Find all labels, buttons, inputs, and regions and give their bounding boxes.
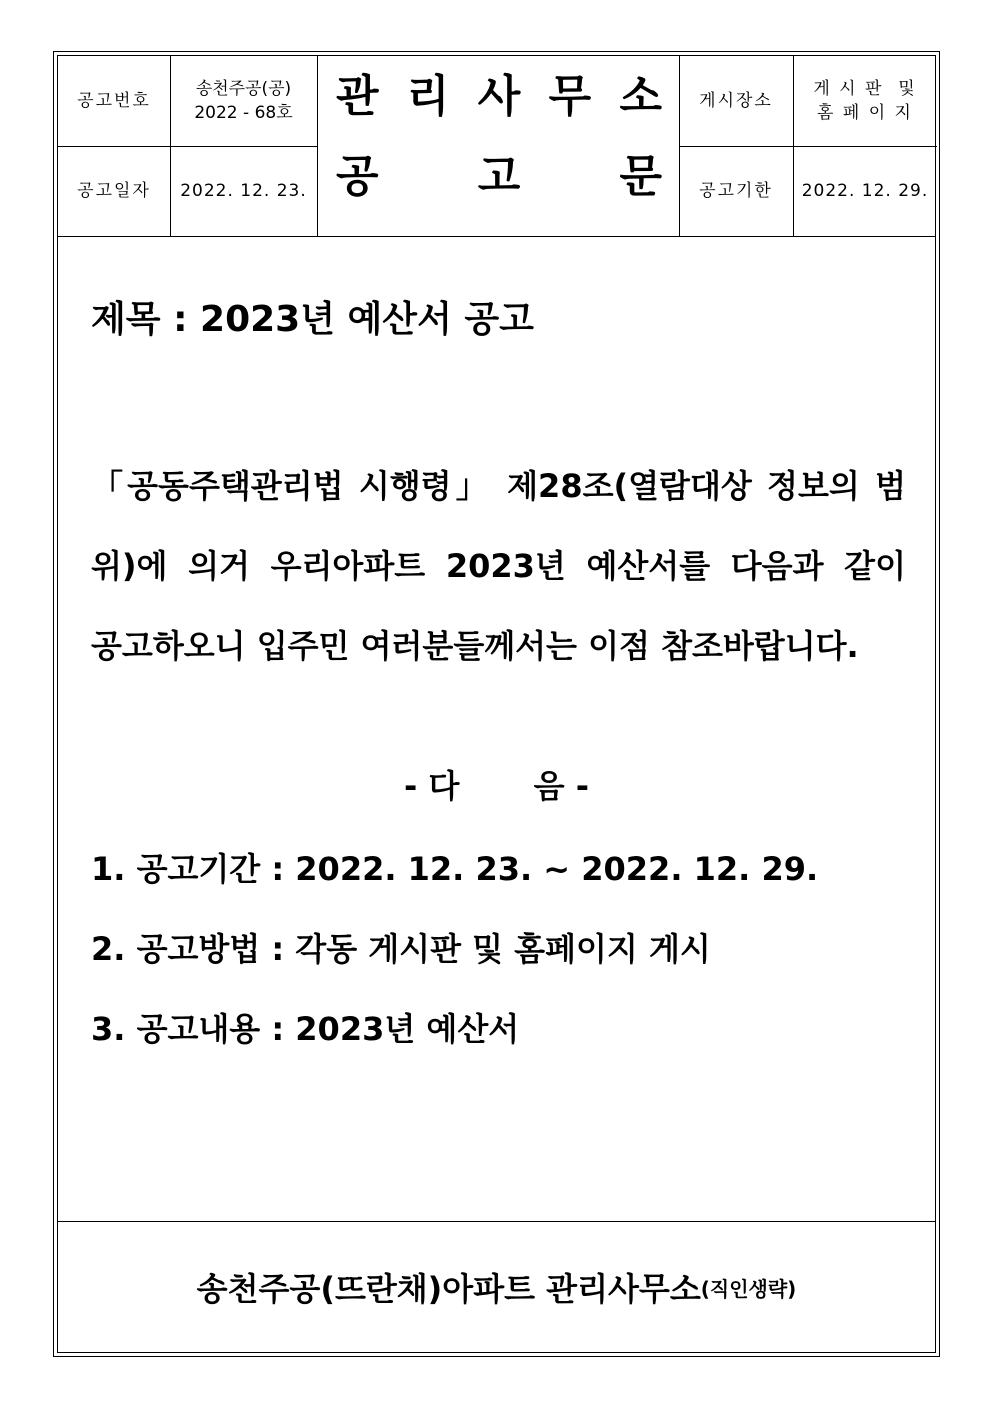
title-char: 무: [548, 71, 592, 122]
notice-subject: 제목 : 2023년 예산서 공고: [91, 299, 534, 340]
paragraph-line: 「공동주택관리법 시행령」 제28조(열람대상 정보의 범: [91, 467, 906, 505]
title-line-1: [336, 72, 662, 122]
title-char: 리: [406, 71, 450, 122]
issuer-footer: [58, 1222, 935, 1352]
notice-paragraph: [91, 626, 906, 666]
following-heading-left: - 다: [404, 767, 460, 805]
title-char: 관: [336, 71, 379, 122]
notice-no-value-line1: 송천주공(공): [195, 79, 292, 99]
deadline-value: 2022. 12. 29.: [801, 181, 929, 201]
notice-inner-frame: [57, 55, 936, 1353]
notice-no-value-line2: 2022 - 68호: [194, 103, 293, 123]
seal-omitted-note: (직인생략): [700, 1276, 797, 1301]
notice-no-label: 공고번호: [77, 91, 151, 111]
notice-paragraph: [91, 466, 906, 506]
notice-header-table: [58, 56, 935, 237]
notice-date-label: 공고일자: [77, 181, 151, 201]
posting-place-value-line1: 게 시 판 및: [813, 79, 917, 99]
notice-body: [58, 236, 935, 1352]
title-char: 공: [336, 151, 379, 202]
notice-frame: [53, 51, 940, 1357]
posting-place-label: 게시장소: [699, 91, 773, 111]
list-item: 1. 공고기간 : 2022. 12. 23. ~ 2022. 12. 29.: [91, 850, 819, 888]
title-char: 고: [477, 151, 521, 202]
title-char: 문: [619, 151, 662, 202]
notice-paragraph: [91, 546, 906, 586]
notice-no-value: [170, 56, 317, 146]
office-name: 송천주공(뜨란채)아파트 관리사무소: [196, 1270, 701, 1308]
title-char: 사: [477, 71, 521, 122]
deadline-label: 공고기한: [699, 181, 773, 201]
posting-place-value: [793, 56, 937, 146]
title-char: 소: [619, 71, 662, 122]
notice-title: [318, 56, 680, 236]
notice-date-value: 2022. 12. 23.: [180, 181, 307, 201]
paragraph-line: 위)에 의거 우리아파트 2023년 예산서를 다음과 같이: [91, 547, 906, 585]
posting-place-value-line2: 홈 페 이 지: [817, 103, 913, 123]
title-line-2: [336, 152, 662, 202]
following-heading: [58, 761, 935, 807]
following-heading-right: 음 -: [533, 767, 589, 805]
list-item: 3. 공고내용 : 2023년 예산서: [91, 1010, 520, 1048]
paragraph-line: 공고하오니 입주민 여러분들께서는 이점 참조바랍니다.: [91, 627, 859, 665]
list-item: 2. 공고방법 : 각동 게시판 및 홈페이지 게시: [91, 930, 711, 968]
